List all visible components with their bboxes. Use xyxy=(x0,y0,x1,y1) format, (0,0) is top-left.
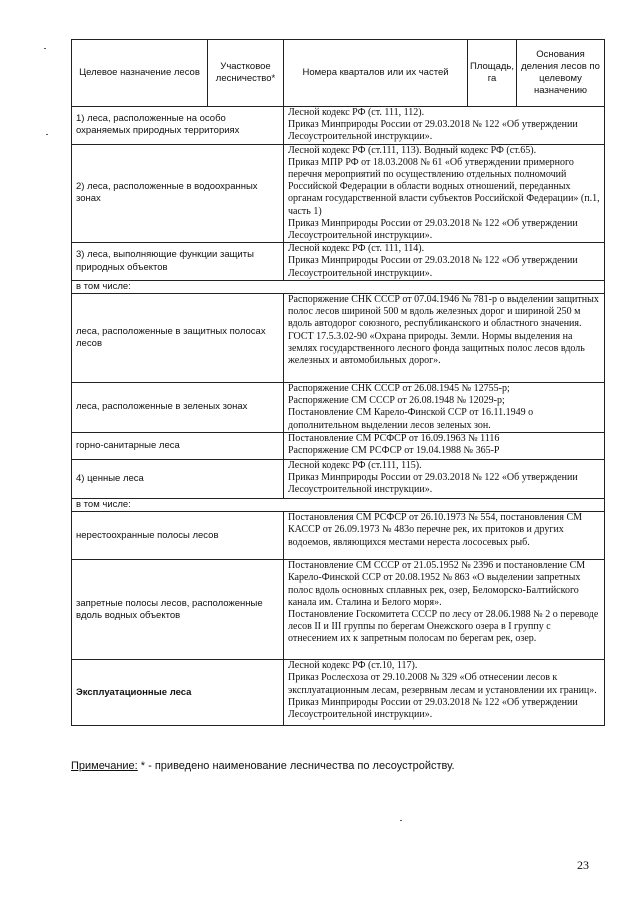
table-row xyxy=(72,512,605,560)
basis-document: Лесной кодекс РФ (ст. 111, 112). xyxy=(288,107,425,118)
basis-document: Постановление Госкомитета СССР по лесу от 28.06.1988 № 2 о переводе лесов II и III группы по берегам Онежского озера в I группу с отнесением их к запретным полосам по берегам рек, озер. xyxy=(288,609,599,645)
purpose-cell: запретные полосы лесов, расположенные вдоль водных объектов xyxy=(72,560,284,660)
basis-document: Приказ Рослесхоза от 29.10.2008 № 329 «Об отнесении лесов к эксплуатационным лесам, резервным лесам и установлении их границ». xyxy=(288,672,597,696)
basis-cell xyxy=(284,294,605,383)
subheading-cell: в том числе: xyxy=(72,280,605,293)
table-row xyxy=(72,144,605,243)
basis-document: Распоряжение СНК СССР от 26.08.1945 № 12755-р; xyxy=(288,383,510,395)
basis-document: Постановления СМ РСФСР от 26.10.1973 № 554, постановления СМ КАССР от 26.09.1973 № 483о перечне рек, их притоков и других водоемов, являющихся местами нереста лососевых рыб. xyxy=(288,512,583,548)
basis-document: Приказ МПР РФ от 18.03.2008 № 61 «Об утверждении примерного перечня мероприятий по осуществлению отдельных полномочий Российской Федерации в области водных отношений, переданных органам государственной власти субъектов Российской Федерации» (п.1, часть 1) xyxy=(288,156,600,217)
basis-cell xyxy=(284,433,605,460)
table-subheading-row xyxy=(72,499,605,512)
purpose-cell: 1) леса, расположенные на особо охраняемых природных территориях xyxy=(72,107,284,145)
purpose-cell: 3) леса, выполняющие функции защиты природных объектов xyxy=(72,243,284,281)
basis-document: ГОСТ 17.5.3.02-90 «Охрана природы. Земли. Нормы выделения на землях государственного лесного фонда защитных полос лесов вдоль железных и автомобильных дорог». xyxy=(288,330,585,367)
basis-cell xyxy=(284,144,605,243)
table-row xyxy=(72,660,605,726)
basis-document: Приказ Минприроды России от 29.03.2018 № 122 «Об утверждении Лесоустроительной инструкции». xyxy=(288,119,578,143)
basis-document: Приказ Минприроды России от 29.03.2018 № 122 «Об утверждении Лесоустроительной инструкции». xyxy=(288,472,578,496)
basis-cell xyxy=(284,383,605,433)
purpose-cell: 2) леса, расположенные в водоохранных зонах xyxy=(72,144,284,243)
basis-document: Приказ Минприроды России от 29.03.2018 № 122 «Об утверждении Лесоустроительной инструкции». xyxy=(288,696,578,721)
table-row xyxy=(72,294,605,383)
table-row xyxy=(72,383,605,433)
basis-document: Постановление СМ Карело-Финской ССР от 16.11.1949 о дополнительном выделении лесов зеленых зон. xyxy=(288,407,534,431)
table-row xyxy=(72,560,605,660)
basis-cell xyxy=(284,512,605,560)
purpose-cell: Эксплуатационные леса xyxy=(72,660,284,726)
purpose-cell: леса, расположенные в защитных полосах лесов xyxy=(72,294,284,383)
table-row xyxy=(72,433,605,460)
basis-cell xyxy=(284,660,605,726)
basis-document: Приказ Минприроды России от 29.03.2018 № 122 «Об утверждении Лесоустроительной инструкции». xyxy=(288,255,578,279)
scan-speck xyxy=(44,48,46,49)
header-district: Участковое лесничество* xyxy=(208,40,284,107)
scan-speck xyxy=(46,134,48,135)
purpose-cell: горно-санитарные леса xyxy=(72,433,284,460)
basis-document: Постановление СМ РСФСР от 16.09.1963 № 1116 xyxy=(288,433,500,445)
subheading-cell: в том числе: xyxy=(72,499,605,512)
basis-cell xyxy=(284,243,605,281)
header-area: Площадь, га xyxy=(468,40,517,107)
header-basis: Основания деления лесов по целевому назначению xyxy=(517,40,605,107)
purpose-cell: нерестоохранные полосы лесов xyxy=(72,512,284,560)
footnote xyxy=(71,760,611,772)
table-body xyxy=(72,107,605,726)
footnote-label: Примечание: xyxy=(71,760,138,772)
table-row xyxy=(72,460,605,499)
basis-document: Распоряжение СМ РСФСР от 19.04.1988 № 365-Р xyxy=(288,445,500,457)
page-number: 23 xyxy=(577,858,589,872)
table-row xyxy=(72,107,605,145)
basis-document: Лесной кодекс РФ (ст.111, 113). Водный кодекс РФ (ст.65). xyxy=(288,144,537,156)
basis-cell xyxy=(284,460,605,499)
basis-document: Лесной кодекс РФ (ст.111, 115). xyxy=(288,460,422,472)
footnote-text: * - приведено наименование лесничества по лесоустройству. xyxy=(137,760,455,772)
basis-document: Распоряжение СНК СССР от 07.04.1946 № 781-р о выделении защитных полос лесов шириной 500 м вдоль железных дорог и шириной 250 м вдоль автодорог союзного, республиканского и областного значения. xyxy=(288,294,599,330)
scan-speck xyxy=(400,820,402,821)
basis-cell xyxy=(284,560,605,660)
basis-cell xyxy=(284,107,605,145)
header-purpose: Целевое назначение лесов xyxy=(72,40,208,107)
forest-purpose-table xyxy=(71,39,605,726)
basis-document: Приказ Минприроды России от 29.03.2018 № 122 «Об утверждении Лесоустроительной инструкции». xyxy=(288,217,578,242)
header-quarters: Номера кварталов или их частей xyxy=(284,40,468,107)
table-row xyxy=(72,243,605,281)
basis-document: Распоряжение СМ СССР от 26.08.1948 № 12029-р; xyxy=(288,395,505,407)
purpose-cell: 4) ценные леса xyxy=(72,460,284,499)
basis-document: Лесной кодекс РФ (ст. 111, 114). xyxy=(288,243,425,255)
basis-document: Лесной кодекс РФ (ст.10, 117). xyxy=(288,660,418,672)
basis-document: Постановление СМ СССР от 21.05.1952 № 2396 и постановление СМ Карело-Финской ССР от 20.08.1952 № 863 «О выделении запретных полос вдоль основных сплавных рек, озер, Беломорско-Балтийского канала им. Сталина и Белого моря». xyxy=(288,560,586,608)
table-header-row xyxy=(72,40,605,107)
purpose-cell: леса, расположенные в зеленых зонах xyxy=(72,383,284,433)
table-subheading-row xyxy=(72,280,605,293)
